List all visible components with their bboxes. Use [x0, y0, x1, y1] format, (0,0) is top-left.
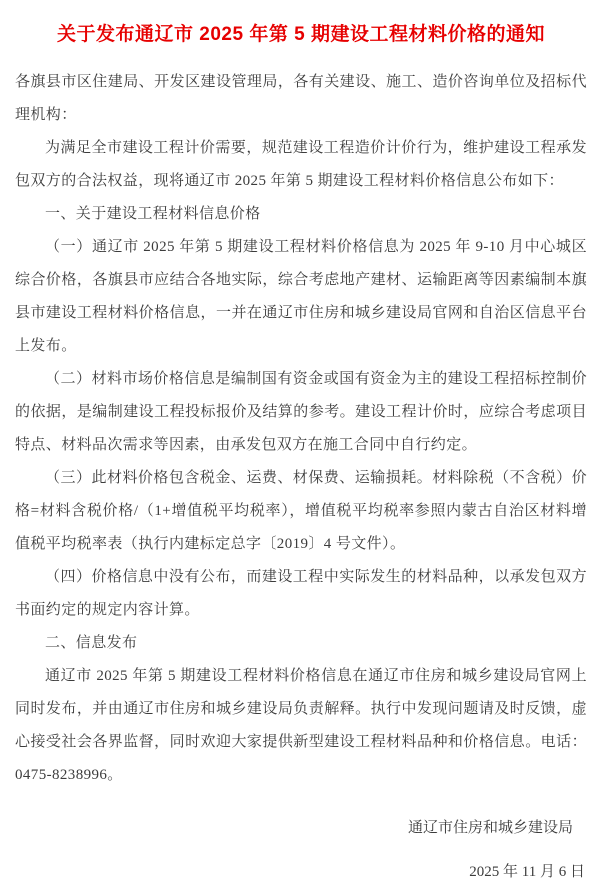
signature-organization: 通辽市住房和城乡建设局 — [407, 820, 573, 836]
paragraph-item-1: （一）通辽市 2025 年第 5 期建设工程材料价格信息为 2025 年 9-10 月中心城区综合价格，各旗县市应结合各地实际，综合考虑地产建材、运输距离等因素编制本旗县市建设工程材料价格信息，一并在通辽市住房和城乡建设局官网和自治区信息平台上发布。 — [15, 239, 587, 354]
paragraph-item-3: （三）此材料价格包含税金、运费、材保费、运输损耗。材料除税（不含税）价格=材料含税价格/（1+增值税平均税率），增值税平均税率参照内蒙古自治区材料增值税平均税率表（执行内建标定总字〔2019〕4 号文件）。 — [15, 470, 587, 552]
signature-date: 2025 年 11 月 6 日 — [469, 864, 585, 880]
section-heading-1: 一、关于建设工程材料信息价格 — [45, 206, 261, 222]
paragraph-intro: 为满足全市建设工程计价需要，规范建设工程造价计价行为，维护建设工程承发包双方的合法权益，现将通辽市 2025 年第 5 期建设工程材料价格信息公布如下： — [15, 140, 587, 189]
paragraph-item-4: （四）价格信息中没有公布，而建设工程中实际发生的材料品种，以承发包双方书面约定的规定内容计算。 — [15, 569, 587, 618]
signature-block — [15, 806, 587, 894]
notice-title: 关于发布通辽市 2025 年第 5 期建设工程材料价格的通知 — [57, 24, 545, 45]
paragraph-item-2: （二）材料市场价格信息是编制国有资金或国有资金为主的建设工程招标控制价的依据，是编制建设工程投标报价及结算的参考。建设工程计价时，应综合考虑项目特点、材料品次需求等因素，由承发包双方在施工合同中自行约定。 — [15, 371, 587, 453]
section-heading-2: 二、信息发布 — [45, 635, 138, 651]
salutation-line: 各旗县市区住建局、开发区建设管理局，各有关建设、施工、造价咨询单位及招标代理机构： — [15, 74, 587, 123]
paragraph-release-info: 通辽市 2025 年第 5 期建设工程材料价格信息在通辽市住房和城乡建设局官网上同时发布，并由通辽市住房和城乡建设局负责解释。执行中发现问题请及时反馈，虚心接受社会各界监督，同时欢迎大家提供新型建设工程材料品种和价格信息。电话：0475-8238996。 — [15, 668, 587, 783]
